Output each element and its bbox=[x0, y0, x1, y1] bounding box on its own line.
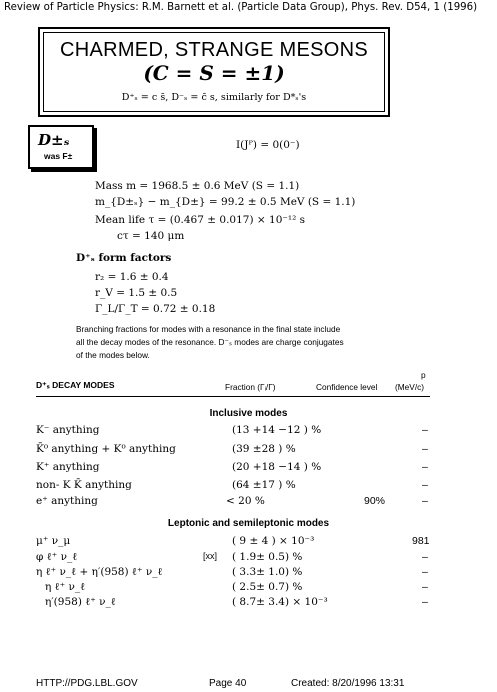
decay-fraction: (39 ±28 ) % bbox=[232, 443, 296, 455]
decay-fraction: ( 3.3± 1.0) % bbox=[232, 566, 303, 578]
decay-mode: K⁺ anything bbox=[36, 461, 100, 473]
title-line-1: CHARMED, STRANGE MESONS bbox=[59, 39, 369, 61]
decay-fraction: ( 1.9± 0.5) % bbox=[232, 551, 303, 563]
section-title-leptonic: Leptonic and semileptonic modes bbox=[167, 518, 330, 529]
decay-mode: η ℓ⁺ ν_ℓ + η′(958) ℓ⁺ ν_ℓ bbox=[36, 566, 163, 578]
header-rule bbox=[36, 396, 430, 397]
decay-mode: μ⁺ ν_μ bbox=[36, 535, 71, 547]
decay-p: – bbox=[422, 551, 428, 563]
particle-symbol: D±ₛ bbox=[38, 131, 70, 149]
footer-page: Page 40 bbox=[209, 678, 247, 689]
column-header-p: p bbox=[421, 370, 426, 380]
decay-p: – bbox=[422, 443, 428, 455]
footer-url: HTTP://PDG.LBL.GOV bbox=[36, 678, 138, 689]
column-header-modes: D⁺ₛ DECAY MODES bbox=[36, 380, 115, 390]
decay-mode: e⁺ anything bbox=[36, 495, 98, 507]
note-line-2: all the decay modes of the resonance. D⁻ₛ modes are charge conjugates bbox=[76, 337, 344, 347]
decay-p: 981 bbox=[412, 535, 430, 547]
form-factor-rv: r_V = 1.5 ± 0.5 bbox=[95, 287, 178, 299]
decay-fraction: < 20 % bbox=[226, 495, 265, 507]
form-factors-heading: D⁺ₛ form factors bbox=[76, 252, 172, 264]
column-header-fraction: Fraction (Γᵢ/Γ) bbox=[225, 382, 276, 392]
decay-mode: φ ℓ⁺ ν_ℓ bbox=[36, 551, 78, 563]
decay-mode: η ℓ⁺ ν_ℓ bbox=[45, 581, 86, 593]
decay-p: – bbox=[422, 566, 428, 578]
column-header-p-unit: (MeV/c) bbox=[395, 382, 425, 392]
decay-fraction: ( 9 ± 4 ) × 10⁻³ bbox=[232, 535, 315, 547]
ctau: cτ = 140 μm bbox=[117, 230, 185, 242]
note-line-3: of the modes below. bbox=[76, 350, 150, 360]
decay-fraction: (13 +14 −12 ) % bbox=[232, 424, 322, 436]
decay-confidence: 90% bbox=[364, 495, 386, 507]
particle-identifier-box bbox=[28, 125, 94, 169]
decay-p: – bbox=[422, 596, 428, 608]
decay-mode: η′(958) ℓ⁺ ν_ℓ bbox=[45, 596, 116, 608]
footer-created: Created: 8/20/1996 13:31 bbox=[291, 678, 405, 689]
decay-p: – bbox=[422, 424, 428, 436]
decay-p: – bbox=[422, 461, 428, 473]
title-line-2: (C = S = ±1) bbox=[143, 61, 285, 85]
decay-fraction: ( 8.7± 3.4) × 10⁻³ bbox=[232, 596, 328, 608]
decay-p: – bbox=[422, 479, 428, 491]
note-line-1: Branching fractions for modes with a resonance in the final state include bbox=[76, 324, 341, 334]
running-head: Review of Particle Physics: R.M. Barnett et al. (Particle Data Group), Phys. Rev. D54, 1 (1996) bbox=[4, 2, 478, 13]
mass-difference: m_{D±ₛ} − m_{D±} = 99.2 ± 0.5 MeV (S = 1.1) bbox=[95, 196, 356, 208]
title-line-3: D⁺ₛ = c s̄, D⁻ₛ = c̄ s, similarly for D*ₛ's bbox=[121, 92, 307, 103]
former-name: was F± bbox=[44, 151, 73, 161]
decay-p: – bbox=[422, 581, 428, 593]
decay-fraction: (64 ±17 ) % bbox=[232, 479, 296, 491]
decay-fraction: ( 2.5± 0.7) % bbox=[232, 581, 303, 593]
mass: Mass m = 1968.5 ± 0.6 MeV (S = 1.1) bbox=[95, 180, 300, 192]
quantum-numbers: I(Jᴾ) = 0(0⁻) bbox=[236, 139, 300, 151]
title-box bbox=[38, 27, 390, 117]
decay-mode: K⁻ anything bbox=[36, 424, 100, 436]
section-title-inclusive: Inclusive modes bbox=[209, 408, 288, 419]
column-header-confidence: Confidence level bbox=[316, 382, 378, 392]
mean-life: Mean life τ = (0.467 ± 0.017) × 10⁻¹² s bbox=[95, 214, 306, 226]
decay-mode: K̄⁰ anything + K⁰ anything bbox=[36, 443, 176, 455]
decay-mode: non- K K̄ anything bbox=[36, 479, 132, 491]
form-factor-r2: r₂ = 1.6 ± 0.4 bbox=[95, 271, 169, 283]
form-factor-ratio: Γ_L/Γ_T = 0.72 ± 0.18 bbox=[95, 303, 216, 315]
footnote-mark: [xx] bbox=[203, 551, 218, 561]
decay-p: – bbox=[422, 495, 428, 507]
decay-fraction: (20 +18 −14 ) % bbox=[232, 461, 322, 473]
